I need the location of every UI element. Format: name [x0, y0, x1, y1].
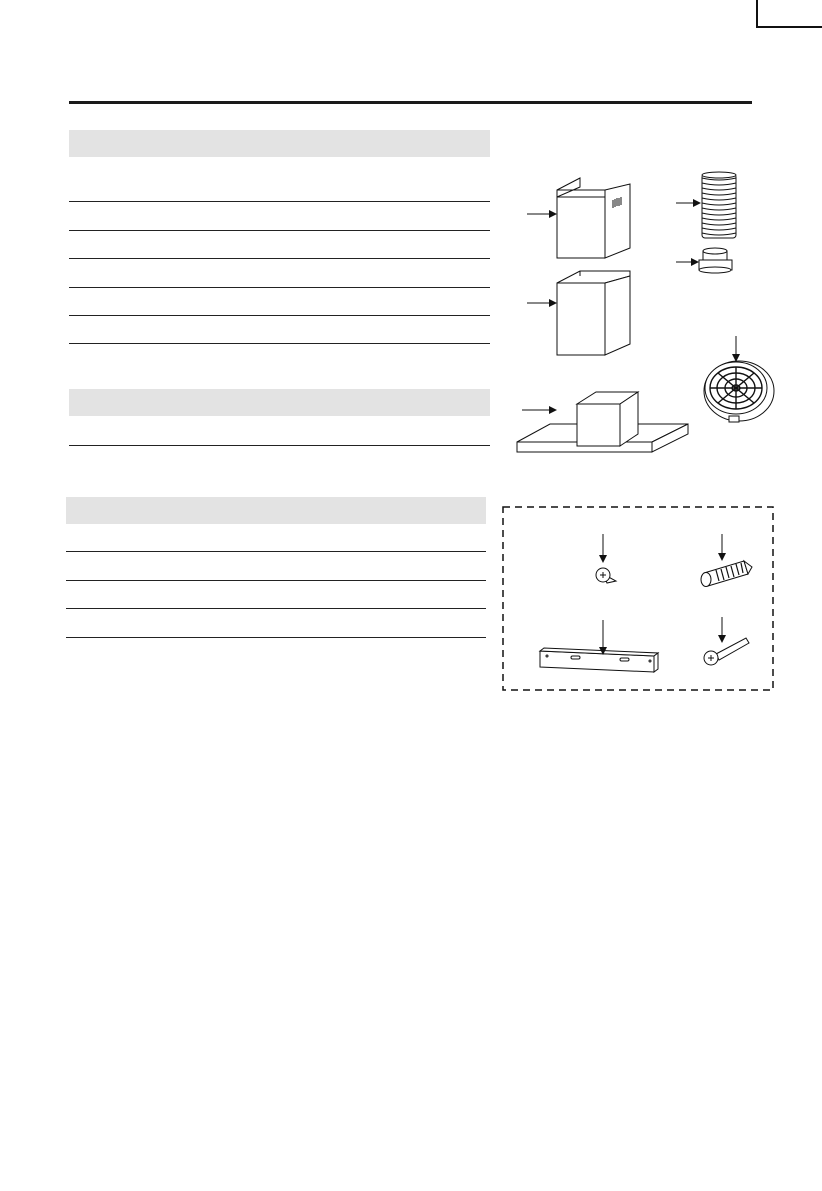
hood-body-illustration	[517, 392, 688, 452]
upper-chimney-illustration	[557, 178, 630, 258]
lower-chimney-illustration	[557, 271, 630, 355]
long-screw-illustration	[704, 638, 749, 665]
wall-plug-illustration	[701, 561, 752, 587]
mounting-bracket-illustration	[540, 648, 658, 672]
screw-illustration	[596, 568, 616, 583]
duct-adapter-illustration	[699, 248, 732, 273]
carbon-filter-illustration	[704, 361, 774, 422]
flexible-duct-illustration	[702, 172, 736, 238]
